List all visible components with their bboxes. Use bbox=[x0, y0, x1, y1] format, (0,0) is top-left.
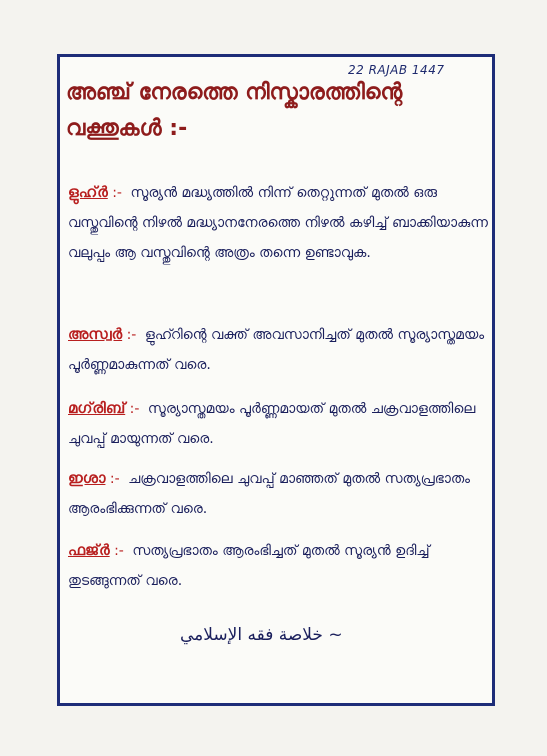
page-title: അഞ്ച് നേരത്തെ നിസ്കാരത്തിന്റെ വക്തുകൾ :- bbox=[66, 80, 403, 141]
term-luhr: ളുഹ്ർ bbox=[68, 183, 108, 201]
section-isha bbox=[68, 463, 488, 524]
separator: :- bbox=[126, 327, 137, 343]
section-asr bbox=[68, 319, 488, 380]
term-asr: അസ്വർ bbox=[68, 325, 123, 343]
source-signature: ~ خلاصة فقه الإسلامي bbox=[180, 625, 343, 645]
section-fajr bbox=[68, 535, 488, 596]
section-text: ചക്രവാളത്തിലെ ചുവപ്പ് മാഞ്ഞത് മുതൽ സത്യപ്രഭാതം ആരംഭിക്കുന്നത് വരെ. bbox=[68, 471, 471, 517]
section-maghrib bbox=[68, 393, 488, 454]
page-border-frame bbox=[57, 54, 495, 706]
term-maghrib: മഗ്‌രിബ് bbox=[68, 399, 126, 417]
section-text: സൂര്യൻ മദ്ധ്യത്തിൽ നിന്ന് തെറ്റുന്നത് മുതൽ ഒരു വസ്തുവിന്റെ നിഴൽ മദ്ധ്യാനനേരത്തെ നിഴൽ കഴിച്ച് ബാക്കിയാകുന്ന വലുപ്പം ആ വസ്തുവിന്റെ അത്രം തന്നെ ഉണ്ടാവുക. bbox=[68, 185, 488, 261]
separator: :- bbox=[112, 185, 122, 201]
term-isha: ഇശാ bbox=[68, 469, 106, 487]
separator: :- bbox=[114, 543, 124, 559]
section-luhr bbox=[68, 177, 488, 268]
separator: :- bbox=[129, 401, 140, 417]
term-fajr: ഫജ്ർ bbox=[68, 541, 110, 559]
section-text: സൂര്യാസ്തമയം പൂർണ്ണമായത് മുതൽ ചക്രവാളത്തിലെ ചുവപ്പ് മായുന്നത് വരെ. bbox=[68, 401, 476, 447]
section-text: ളുഹ്റിന്റെ വക്ത് അവസാനിച്ചത് മുതൽ സൂര്യാസ്തമയം പൂർണ്ണമാകുന്നത് വരെ. bbox=[68, 327, 485, 373]
section-text: സത്യപ്രഭാതം ആരംഭിച്ചത് മുതൽ സൂര്യൻ ഉദിച്ച് തുടങ്ങുന്നത് വരെ. bbox=[68, 543, 430, 589]
date-label: 22 RAJAB 1447 bbox=[348, 63, 445, 77]
separator: :- bbox=[109, 471, 120, 487]
